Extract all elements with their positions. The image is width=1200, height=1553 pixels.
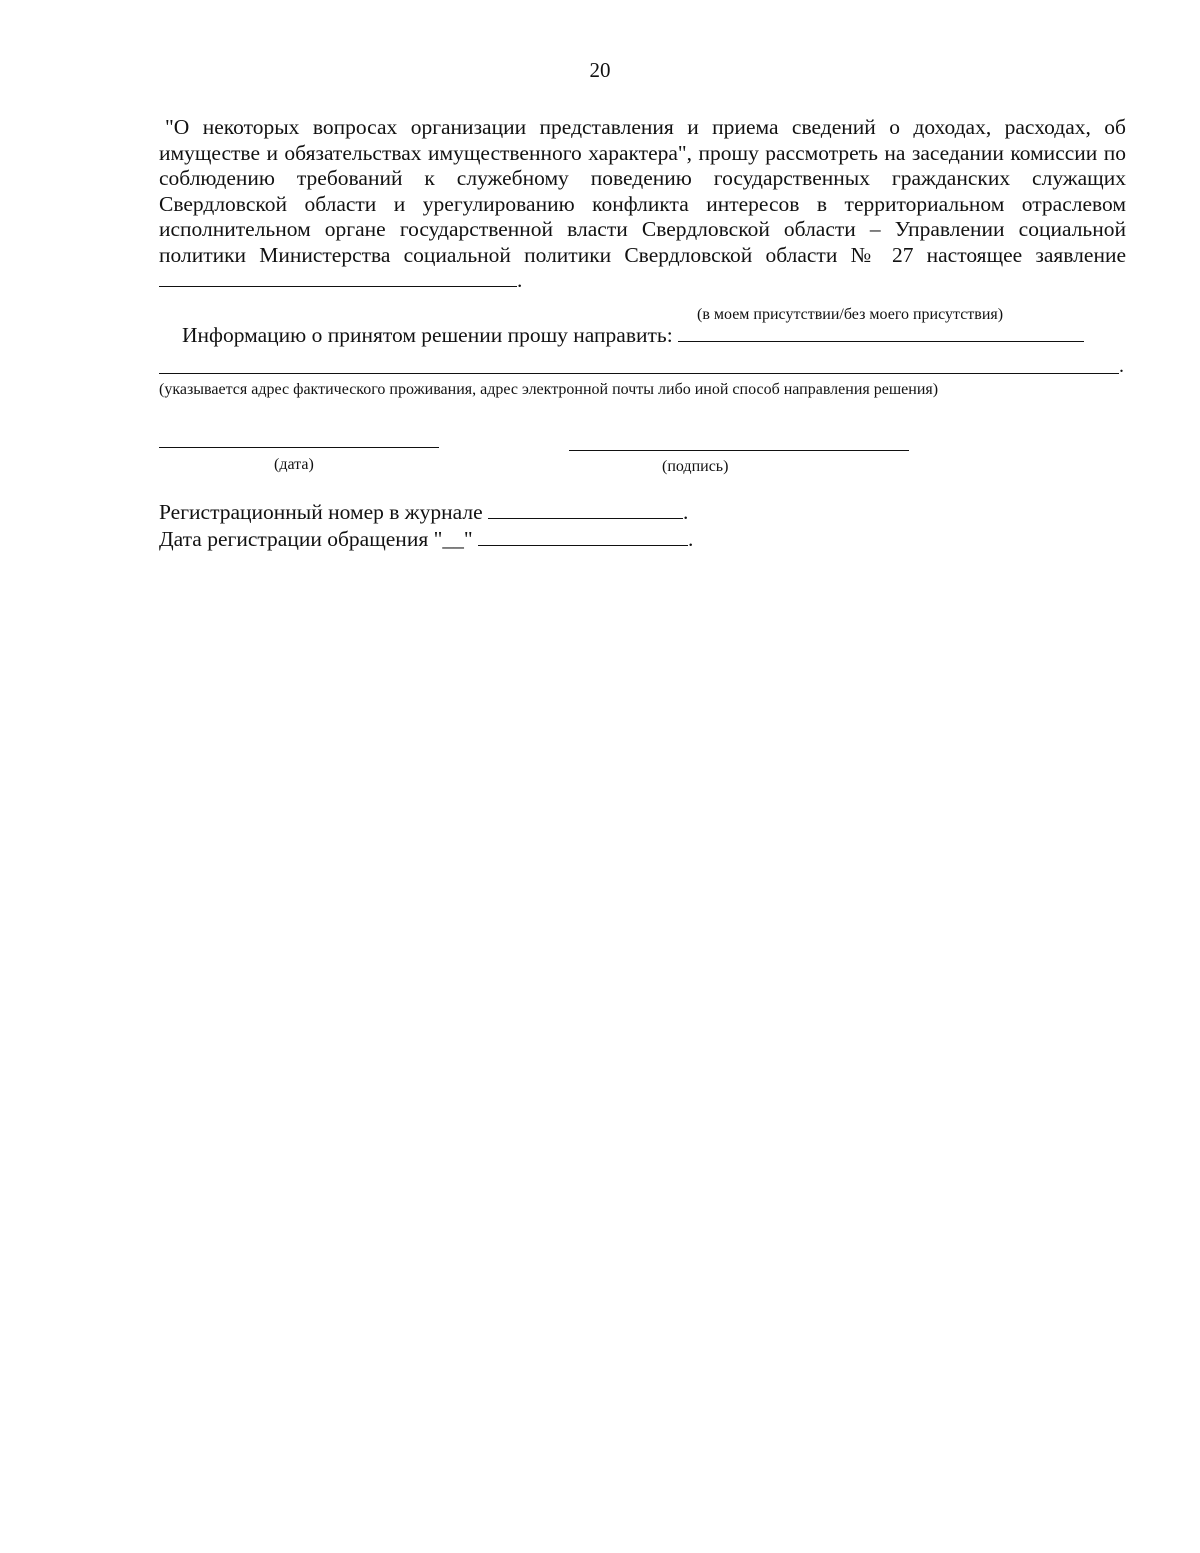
date-field[interactable] (159, 447, 439, 448)
registration-date-label: Дата регистрации обращения (159, 527, 429, 551)
presence-caption: (в моем присутствии/без моего присутствия) (697, 306, 1004, 323)
address-caption: (указывается адрес фактического проживания, адрес электронной почты либо иной способ направления решения) (159, 381, 939, 398)
presence-choice-field[interactable] (159, 268, 517, 287)
info-request-field[interactable] (678, 323, 1084, 342)
registration-month-year-field[interactable] (478, 527, 688, 546)
info-request-label: Информацию о принятом решении прошу направить: (182, 323, 673, 347)
address-field[interactable] (159, 373, 1119, 374)
application-text: "О некоторых вопросах организации представления и приема сведений о доходах, расходах, об имуществе и обязательствах имущественного характера", прошу рассмотреть на заседании комиссии по соблюдению требований к служебному поведению государственных гражданских служащих Свердловской области и урегулированию конфликта интересов в территориальном отраслевом исполнительном органе государственной власти Свердловской области – Управлении социальной политики Министерства социальной политики Свердловской области № 27 настоящее заявление (159, 115, 1126, 267)
registration-number-label: Регистрационный номер в журнале (159, 500, 483, 524)
page-number: 20 (589, 58, 611, 82)
registration-date-quote-open: " (433, 527, 443, 551)
application-paragraph (159, 115, 1126, 294)
registration-number-field[interactable] (488, 500, 683, 519)
info-request-line (182, 322, 1126, 348)
signature-field[interactable] (569, 450, 909, 451)
registration-date-quote-close: " (463, 527, 473, 551)
date-caption: (дата) (274, 456, 314, 473)
registration-day-field[interactable]: __ (442, 527, 464, 551)
registration-date-end: . (688, 527, 694, 551)
registration-number-line (159, 499, 688, 525)
address-end-period: . (1119, 355, 1124, 377)
registration-date-line (159, 526, 693, 552)
registration-number-end: . (683, 500, 689, 524)
signature-caption: (подпись) (662, 458, 729, 475)
paragraph-end-period: . (517, 268, 523, 292)
